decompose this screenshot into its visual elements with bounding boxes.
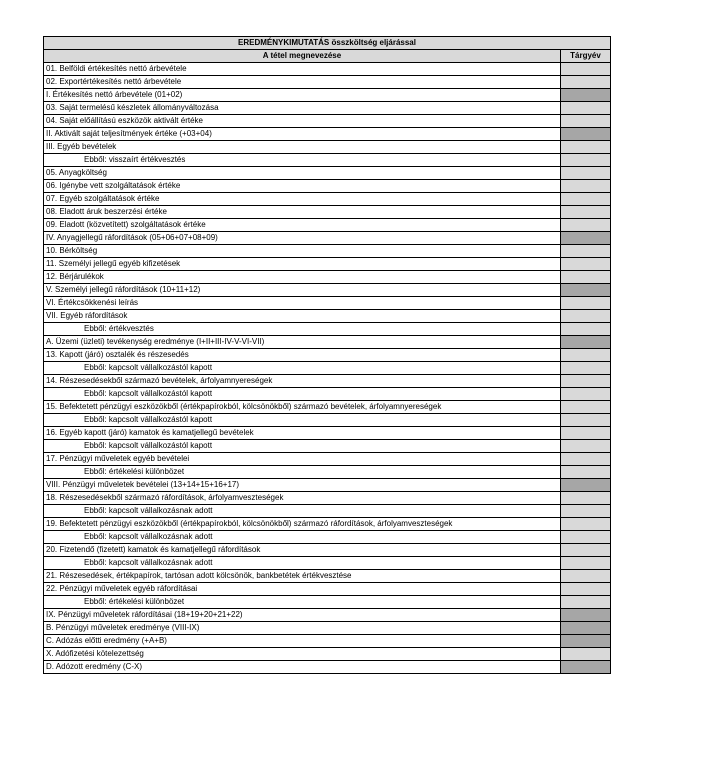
row-value-cell[interactable] [560,635,610,648]
row-label [44,362,561,375]
row-value-cell[interactable] [560,518,610,531]
row-label [44,102,561,115]
table-row [44,622,611,635]
row-value-cell[interactable] [560,297,610,310]
table-row [44,167,611,180]
row-value-cell[interactable] [560,206,610,219]
row-label-text: 03. Saját termelésű készletek állományváltozása [46,103,219,112]
table-row [44,349,611,362]
row-value-cell[interactable] [560,284,610,297]
table-row [44,284,611,297]
row-label [44,518,561,531]
table-row [44,63,611,76]
row-label [44,245,561,258]
row-label [44,284,561,297]
table-row [44,492,611,505]
row-label-text: Ebből: értékvesztés [84,324,154,333]
table-row [44,609,611,622]
row-label [44,596,561,609]
row-label [44,323,561,336]
row-label [44,115,561,128]
row-value-cell[interactable] [560,570,610,583]
table-row [44,323,611,336]
row-label-text: Ebből: értékelési különbözet [84,597,185,606]
table-row [44,427,611,440]
table-row [44,362,611,375]
row-value-cell[interactable] [560,115,610,128]
row-label [44,375,561,388]
row-value-cell[interactable] [560,193,610,206]
row-value-cell[interactable] [560,102,610,115]
table-row [44,219,611,232]
row-value-cell[interactable] [560,466,610,479]
table-row [44,466,611,479]
row-label-text: Ebből: kapcsolt vállalkozástól kapott [84,441,213,450]
row-label [44,466,561,479]
table-row [44,570,611,583]
table-row [44,89,611,102]
row-label-text: C. Adózás előtti eredmény (+A+B) [46,636,167,645]
table-row [44,336,611,349]
row-label [44,219,561,232]
table-row [44,544,611,557]
row-value-cell[interactable] [560,271,610,284]
row-label [44,492,561,505]
row-label-text: Ebből: kapcsolt vállalkozásnak adott [84,506,213,515]
row-label-text: Ebből: kapcsolt vállalkozásnak adott [84,532,213,541]
row-value-cell[interactable] [560,245,610,258]
row-value-cell[interactable] [560,492,610,505]
row-label [44,557,561,570]
row-label-text: Ebből: kapcsolt vállalkozásnak adott [84,558,213,567]
table-row [44,518,611,531]
table-row [44,193,611,206]
column-header-value: Tárgyév [560,50,610,63]
row-label [44,271,561,284]
row-label-text: IX. Pénzügyi műveletek ráfordításai (18+19+20+21+22) [46,610,243,619]
table-row [44,141,611,154]
row-value-cell[interactable] [560,648,610,661]
table-row [44,583,611,596]
row-value-cell[interactable] [560,76,610,89]
row-label [44,648,561,661]
row-value-cell[interactable] [560,232,610,245]
row-label-text: II. Aktivált saját teljesítmények értéke (+03+04) [46,129,212,138]
row-value-cell[interactable] [560,661,610,674]
row-value-cell[interactable] [560,622,610,635]
row-value-cell[interactable] [560,141,610,154]
row-label [44,479,561,492]
table-row [44,505,611,518]
row-value-cell[interactable] [560,336,610,349]
table-row [44,557,611,570]
row-label-text: 22. Pénzügyi műveletek egyéb ráfordításai [46,584,198,593]
row-label-text: 13. Kapott (járó) osztalék és részesedés [46,350,189,359]
row-label [44,635,561,648]
row-label-text: V. Személyi jellegű ráfordítások (10+11+12) [46,285,201,294]
row-value-cell[interactable] [560,89,610,102]
row-value-cell[interactable] [560,440,610,453]
row-label-text: VI. Értékcsökkenési leírás [46,298,139,307]
table-row [44,479,611,492]
row-value-cell[interactable] [560,388,610,401]
row-label-text: 14. Részesedésekből származó bevételek, árfolyamnyereségek [46,376,273,385]
row-label-text: X. Adófizetési kötelezettség [46,649,144,658]
row-label-text: 11. Személyi jellegű egyéb kifizetések [46,259,181,268]
header-row [44,50,611,63]
row-label [44,141,561,154]
row-label [44,180,561,193]
table-row [44,180,611,193]
row-value-cell[interactable] [560,323,610,336]
row-value-cell[interactable] [560,401,610,414]
row-label-text: Ebből: visszaírt értékvesztés [84,155,186,164]
table-row [44,648,611,661]
row-label-text: 19. Befektetett pénzügyi eszközökből (értékpapírokból, kölcsönökből) származó ráfordítások, árfolyamveszteségek [46,519,453,528]
table-row [44,154,611,167]
row-label [44,258,561,271]
row-label-text: 21. Részesedések, értékpapírok, tartósan adott kölcsönök, bankbetétek értékvesztése [46,571,352,580]
row-label [44,414,561,427]
table-row [44,245,611,258]
table-row [44,206,611,219]
row-label-text: D. Adózott eredmény (C-X) [46,662,143,671]
row-label-text: 18. Részesedésekből származó ráfordítások, árfolyamveszteségek [46,493,284,502]
row-value-cell[interactable] [560,63,610,76]
row-label [44,388,561,401]
row-value-cell[interactable] [560,479,610,492]
row-value-cell[interactable] [560,427,610,440]
row-label-text: 05. Anyagköltség [46,168,107,177]
row-value-cell[interactable] [560,258,610,271]
row-label [44,453,561,466]
row-value-cell[interactable] [560,375,610,388]
table-row [44,297,611,310]
row-value-cell[interactable] [560,167,610,180]
row-value-cell[interactable] [560,596,610,609]
row-label [44,76,561,89]
row-label-text: 02. Exportértékesítés nettó árbevétele [46,77,182,86]
row-label-text: Ebből: kapcsolt vállalkozástól kapott [84,389,213,398]
row-label-text: 09. Eladott (közvetített) szolgáltatások értéke [46,220,206,229]
row-label [44,297,561,310]
row-label [44,349,561,362]
column-header-item: A tétel megnevezése [44,50,561,63]
row-value-cell[interactable] [560,154,610,167]
table-row [44,258,611,271]
row-value-cell[interactable] [560,544,610,557]
row-label-text: 01. Belföldi értékesítés nettó árbevétele [46,64,187,73]
row-label-text: 15. Befektetett pénzügyi eszközökből (értékpapírokból, kölcsönökből) származó bevételek, árfolyamnyereségek [46,402,442,411]
row-value-cell[interactable] [560,180,610,193]
row-label-text: 20. Fizetendő (fizetett) kamatok és kamatjellegű ráfordítások [46,545,261,554]
row-value-cell[interactable] [560,531,610,544]
row-label [44,531,561,544]
row-label-text: Ebből: kapcsolt vállalkozástól kapott [84,363,213,372]
table-row [44,596,611,609]
row-value-cell[interactable] [560,349,610,362]
row-label [44,570,561,583]
row-label [44,544,561,557]
row-label [44,206,561,219]
table-row [44,388,611,401]
row-label-text: 12. Bérjárulékok [46,272,104,281]
row-label-text: A. Üzemi (üzleti) tevékenység eredménye (I+II+III-IV-V-VI-VII) [46,337,265,346]
row-value-cell[interactable] [560,219,610,232]
table-row [44,440,611,453]
row-value-cell[interactable] [560,362,610,375]
row-label-text: 06. Igénybe vett szolgáltatások értéke [46,181,181,190]
row-label [44,427,561,440]
title-row [44,37,611,50]
table-row [44,401,611,414]
row-label-text: IV. Anyagjellegű ráfordítások (05+06+07+08+09) [46,233,218,242]
table-row [44,310,611,323]
row-label-text: VIII. Pénzügyi műveletek bevételei (13+14+15+16+17) [46,480,240,489]
row-label [44,154,561,167]
row-label-text: B. Pénzügyi műveletek eredménye (VIII-IX) [46,623,200,632]
row-label [44,609,561,622]
row-label-text: 07. Egyéb szolgáltatások értéke [46,194,160,203]
row-label [44,63,561,76]
table-row [44,76,611,89]
statement-title: EREDMÉNYKIMUTATÁS összköltség eljárással [44,37,611,50]
row-label [44,505,561,518]
row-label [44,89,561,102]
income-statement-table [43,36,611,674]
table-row [44,115,611,128]
row-label [44,440,561,453]
row-label [44,128,561,141]
table-row [44,414,611,427]
row-value-cell[interactable] [560,128,610,141]
row-label [44,401,561,414]
row-label-text: Ebből: értékelési különbözet [84,467,185,476]
row-label [44,622,561,635]
row-label-text: I. Értékesítés nettó árbevétele (01+02) [46,90,183,99]
row-label [44,661,561,674]
row-value-cell[interactable] [560,609,610,622]
row-label-text: III. Egyéb bevételek [46,142,117,151]
row-label [44,232,561,245]
row-value-cell[interactable] [560,310,610,323]
row-label-text: 10. Bérköltség [46,246,98,255]
row-label [44,336,561,349]
table-row [44,102,611,115]
row-value-cell[interactable] [560,453,610,466]
table-row [44,271,611,284]
row-label-text: 08. Eladott áruk beszerzési értéke [46,207,167,216]
table-row [44,232,611,245]
table-row [44,128,611,141]
row-label [44,167,561,180]
row-value-cell[interactable] [560,505,610,518]
row-label-text: 16. Egyéb kapott (járó) kamatok és kamatjellegű bevételek [46,428,254,437]
row-label-text: Ebből: kapcsolt vállalkozástól kapott [84,415,213,424]
row-label [44,193,561,206]
table-row [44,531,611,544]
row-label-text: 04. Saját előállítású eszközök aktivált értéke [46,116,203,125]
table-row [44,375,611,388]
table-row [44,661,611,674]
row-value-cell[interactable] [560,557,610,570]
row-label-text: 17. Pénzügyi műveletek egyéb bevételei [46,454,190,463]
row-label [44,310,561,323]
row-value-cell[interactable] [560,414,610,427]
income-statement-body [44,37,611,674]
table-row [44,635,611,648]
table-row [44,453,611,466]
row-label-text: VII. Egyéb ráfordítások [46,311,128,320]
row-label [44,583,561,596]
row-value-cell[interactable] [560,583,610,596]
